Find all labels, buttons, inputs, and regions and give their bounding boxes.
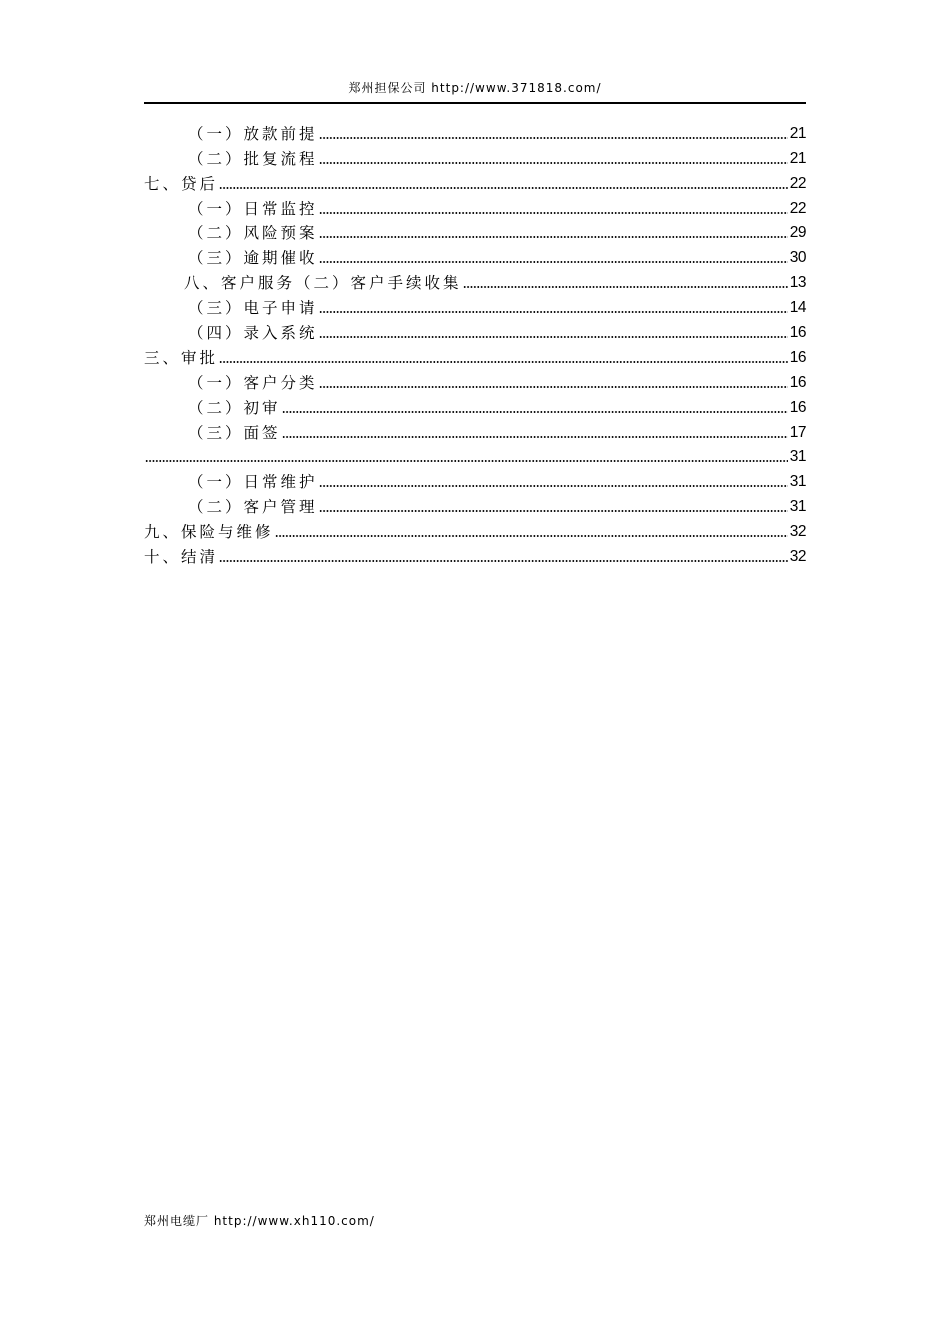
toc-entry[interactable] xyxy=(144,145,806,170)
toc-entry-title: （四）录入系统 xyxy=(188,324,318,343)
toc-entry-page: 22 xyxy=(789,199,806,217)
toc-dot-leader xyxy=(319,310,788,314)
toc-dot-leader xyxy=(463,285,788,289)
toc-entry-title: （二）初审 xyxy=(188,398,281,417)
toc-entry-page: 14 xyxy=(789,299,806,317)
toc-entry-title: 九、保险与维修 xyxy=(144,523,274,542)
toc-entry-page: 21 xyxy=(789,124,806,142)
toc-entry-title: （三）逾期催收 xyxy=(188,249,318,268)
toc-entry-title: 八、客户服务（二）客户手续收集 xyxy=(184,274,462,293)
toc-entry[interactable] xyxy=(144,120,806,145)
toc-entry[interactable] xyxy=(144,195,806,220)
toc-dot-leader xyxy=(319,335,788,339)
toc-entry-page: 32 xyxy=(789,548,806,566)
toc-entry[interactable] xyxy=(144,493,806,518)
toc-entry-page: 30 xyxy=(789,249,806,267)
toc-dot-leader xyxy=(319,484,788,488)
toc-dot-leader xyxy=(319,161,788,165)
toc-entry-title: （一）日常监控 xyxy=(188,199,318,218)
page-header xyxy=(144,78,806,104)
toc-entry[interactable] xyxy=(144,244,806,269)
toc-entry-title: （二）客户管理 xyxy=(188,498,318,517)
toc-entry-title: （一）日常维护 xyxy=(188,473,318,492)
page-footer xyxy=(144,1212,375,1230)
toc-entry-title: （二）风险预案 xyxy=(188,224,318,243)
toc-entry-page: 32 xyxy=(789,523,806,541)
toc-dot-leader xyxy=(219,559,788,563)
header-text: 郑州担保公司 http://www.371818.com/ xyxy=(348,81,602,95)
toc-dot-leader xyxy=(319,235,788,239)
toc-entry[interactable] xyxy=(144,294,806,319)
toc-entry-title: （三）电子申请 xyxy=(188,299,318,318)
toc-entry[interactable] xyxy=(144,319,806,344)
toc-dot-leader xyxy=(319,211,788,215)
toc-entry[interactable] xyxy=(144,419,806,444)
toc-dot-leader xyxy=(319,385,788,389)
toc-entry[interactable] xyxy=(144,170,806,195)
toc-entry[interactable] xyxy=(144,543,806,568)
toc-entry-page: 21 xyxy=(789,149,806,167)
toc-entry-title: （一）放款前提 xyxy=(188,124,318,143)
toc-entry-page: 31 xyxy=(789,473,806,491)
toc-dot-leader xyxy=(282,435,788,439)
toc-entry-page: 22 xyxy=(789,174,806,192)
toc-entry[interactable] xyxy=(144,269,806,294)
toc-dot-leader xyxy=(145,459,788,463)
toc-entry[interactable] xyxy=(144,369,806,394)
toc-entry[interactable] xyxy=(144,468,806,493)
toc-dot-leader xyxy=(275,534,788,538)
toc-entry-page: 16 xyxy=(789,373,806,391)
toc-entry-title: 七、贷后 xyxy=(144,174,219,193)
toc-dot-leader xyxy=(319,260,788,264)
toc-dot-leader xyxy=(319,509,788,513)
toc-entry-page: 16 xyxy=(789,324,806,342)
toc-dot-leader xyxy=(219,186,788,190)
toc-dot-leader xyxy=(219,360,788,364)
toc-entry-title: 三、审批 xyxy=(144,348,219,367)
toc-entry[interactable] xyxy=(144,220,806,245)
toc-entry-title: 十、结清 xyxy=(144,548,219,567)
toc-entry-page: 17 xyxy=(789,423,806,441)
toc-entry[interactable] xyxy=(144,394,806,419)
toc-entry-page: 31 xyxy=(789,448,806,466)
toc-entry-page: 16 xyxy=(789,398,806,416)
footer-text: 郑州电缆厂 http://www.xh110.com/ xyxy=(144,1214,375,1228)
toc-entry[interactable] xyxy=(144,344,806,369)
toc-entry-title: （二）批复流程 xyxy=(188,149,318,168)
toc-entry-title: （三）面签 xyxy=(188,423,281,442)
toc-entry[interactable] xyxy=(144,518,806,543)
table-of-contents xyxy=(144,120,806,568)
toc-entry-page: 16 xyxy=(789,348,806,366)
toc-entry[interactable] xyxy=(144,444,806,469)
toc-entry-page: 29 xyxy=(789,224,806,242)
toc-entry-page: 13 xyxy=(789,274,806,292)
toc-dot-leader xyxy=(282,410,788,414)
toc-entry-page: 31 xyxy=(789,498,806,516)
toc-dot-leader xyxy=(319,136,788,140)
toc-entry-title: （一）客户分类 xyxy=(188,373,318,392)
